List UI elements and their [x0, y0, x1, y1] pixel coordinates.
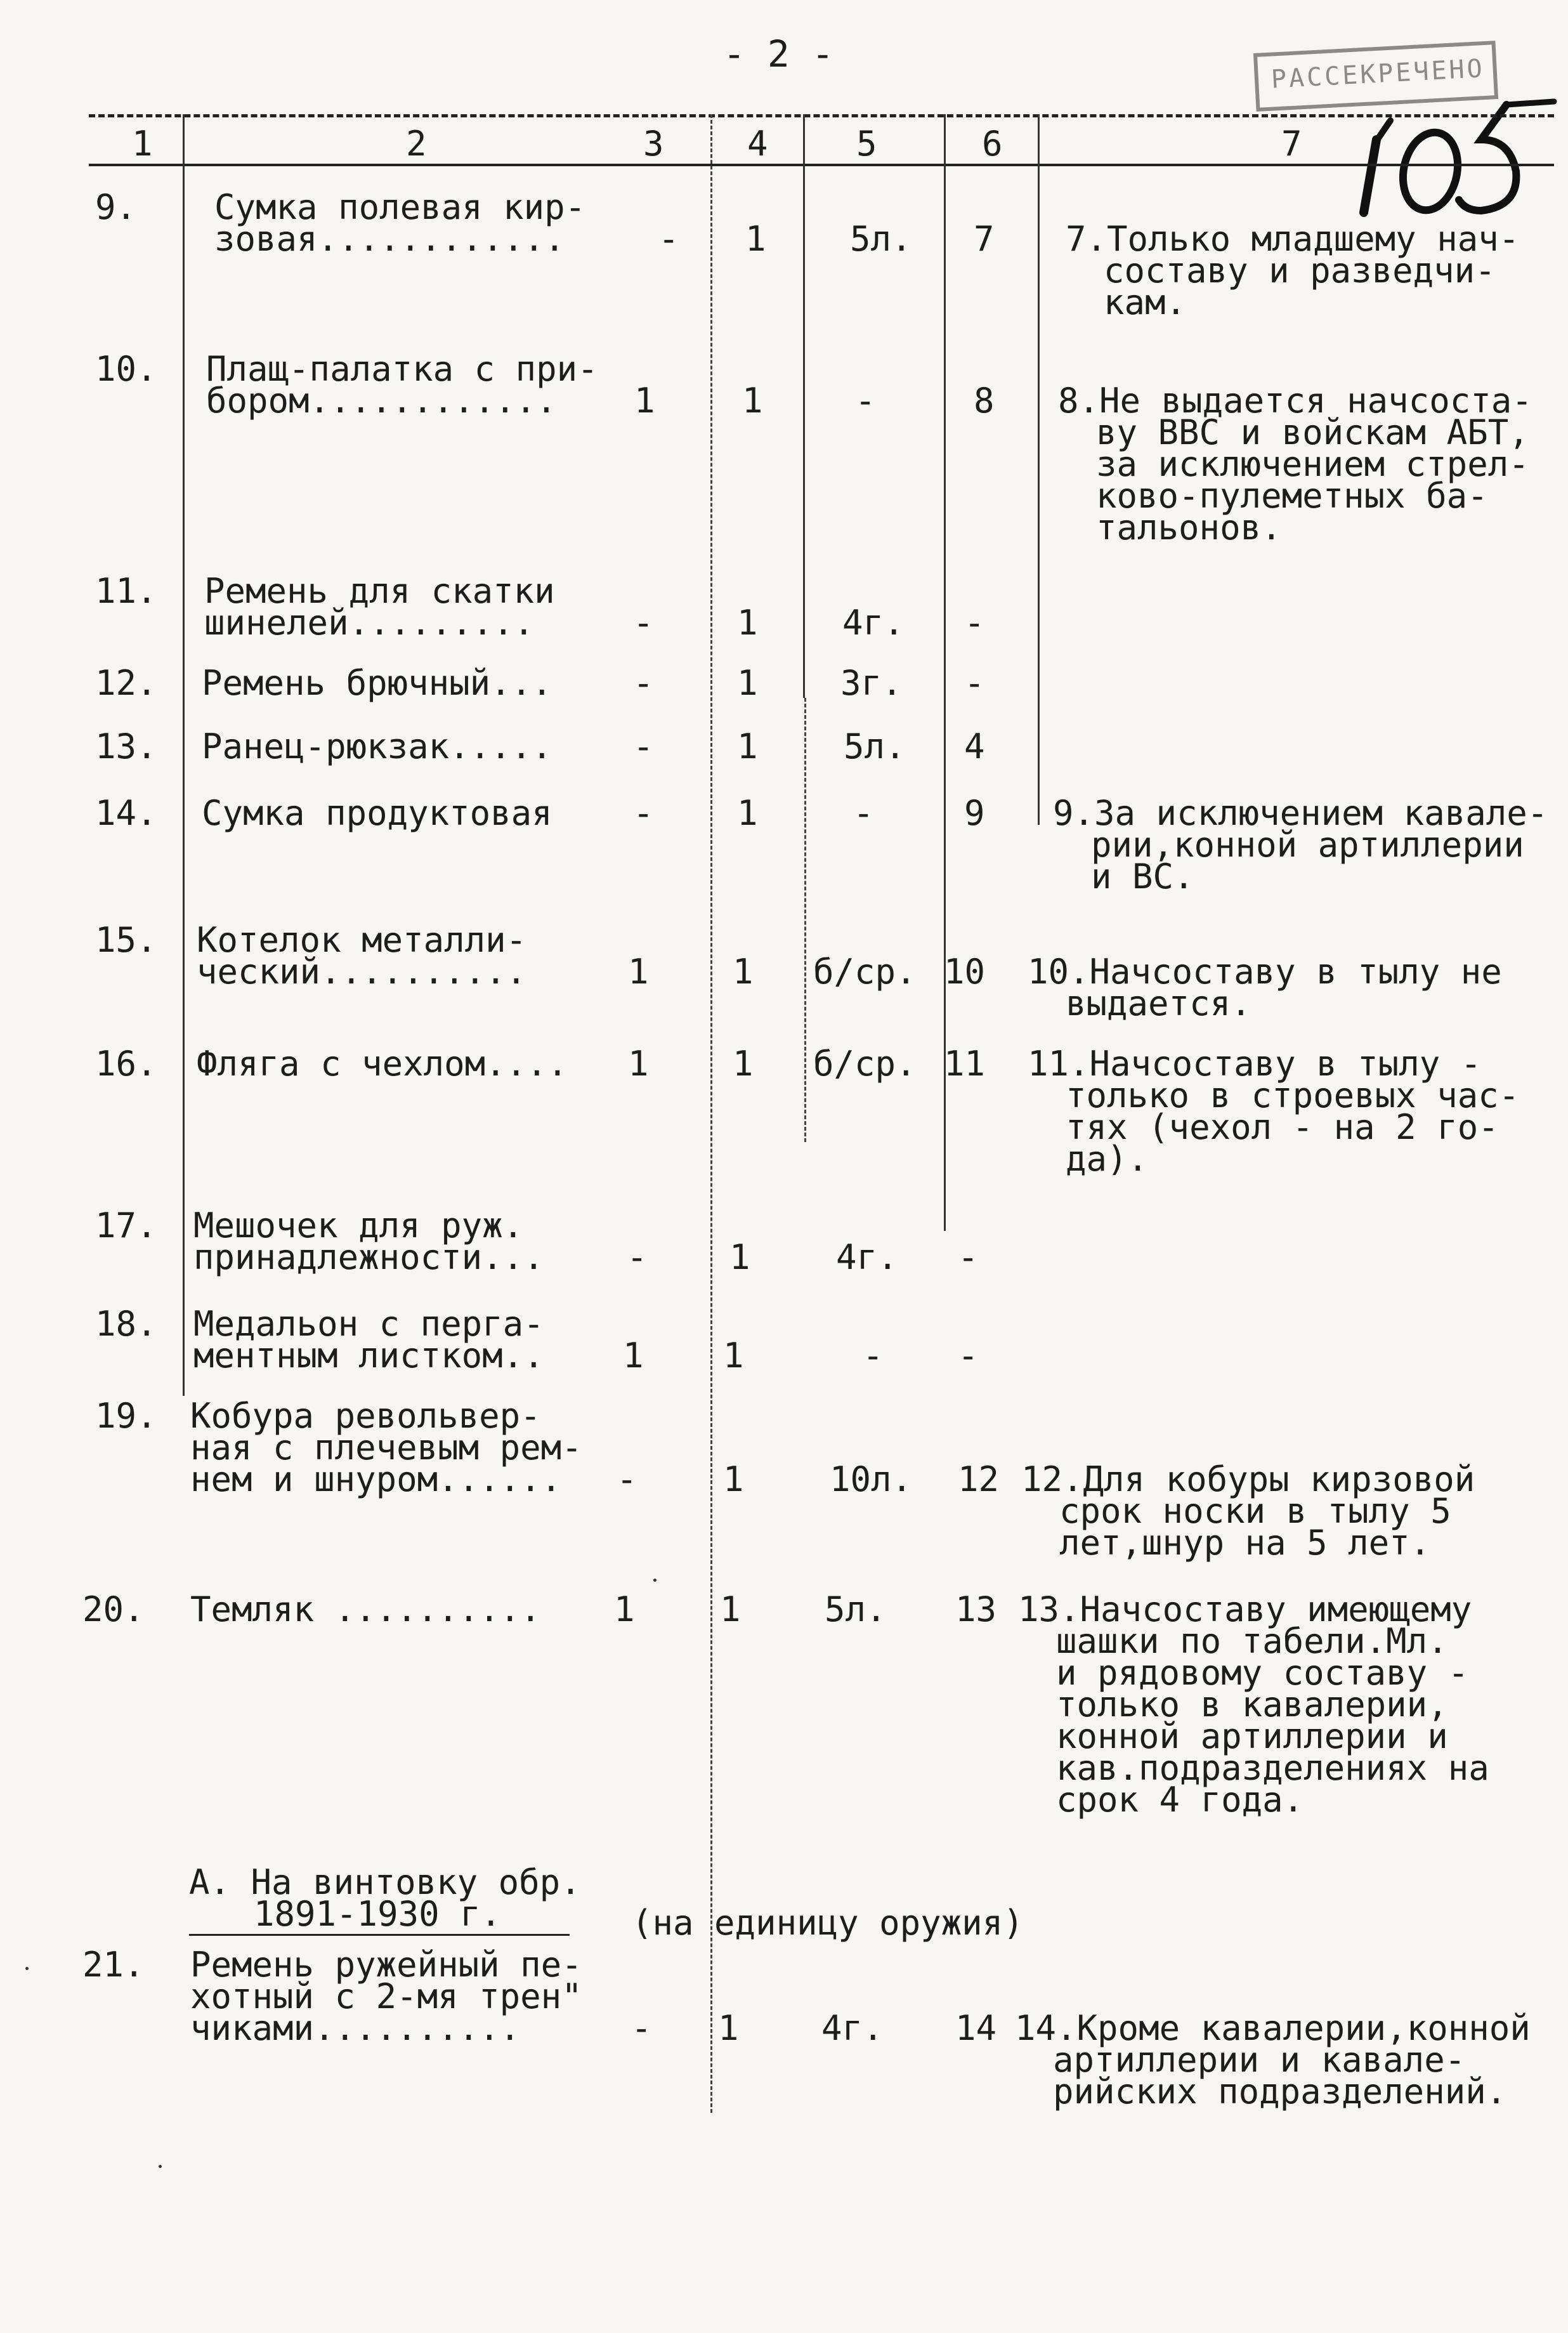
row-quantity-col3: -	[633, 603, 654, 643]
row-note: 11.Начсоставу в тылу -	[1028, 1044, 1482, 1084]
row-quantity-col3: 1	[628, 952, 649, 992]
row-term-col5: 3г.	[840, 663, 903, 703]
row-item-name: нем и шнуром......	[190, 1459, 562, 1499]
row-item-name: бором............	[206, 381, 557, 421]
speck	[159, 2165, 162, 2168]
header-col-5: 5	[856, 124, 877, 164]
row-term-col5: б/ср.	[813, 952, 917, 992]
row-number: 12.	[95, 663, 157, 703]
row-quantity-col3: 1	[614, 1589, 635, 1629]
row-note: и рядовому составу -	[1056, 1653, 1469, 1693]
row-note: рийских подразделений.	[1053, 2072, 1507, 2112]
row-item-name: Ремень брючный...	[202, 663, 552, 703]
row-number: 15.	[95, 920, 157, 960]
column-divider-5	[804, 698, 806, 1142]
row-note: ково-пулеметных ба-	[1096, 476, 1488, 516]
row-quantity-col4: 1	[737, 793, 758, 833]
row-note: кам.	[1104, 282, 1187, 322]
row-item-name: Фляга с чехлом....	[197, 1044, 568, 1084]
header-top-rule	[89, 114, 1554, 117]
row-note: ву ВВС и войскам АБТ,	[1096, 412, 1529, 452]
row-note: кав.подразделениях на	[1056, 1748, 1489, 1788]
row-quantity-col3: 1	[628, 1044, 649, 1084]
row-number: 20.	[82, 1589, 145, 1629]
section-note: (на единицу оружия)	[632, 1903, 1024, 1943]
speck	[25, 1967, 29, 1970]
row-note: артиллерии и кавале-	[1053, 2040, 1466, 2080]
column-divider-1	[183, 114, 185, 1396]
row-note: тальонов.	[1096, 508, 1282, 548]
row-term-col5: -	[855, 381, 876, 421]
row-note-ref-col6: 4	[964, 726, 985, 766]
row-note: 12.Для кобуры кирзовой	[1021, 1459, 1475, 1499]
row-note-ref-col6: -	[964, 603, 985, 643]
header-col-6: 6	[982, 124, 1003, 164]
row-note: рии,конной артиллерии	[1091, 825, 1524, 865]
row-item-name: Ремень ружейный пе-	[190, 1945, 582, 1985]
row-quantity-col3: 1	[623, 1336, 644, 1376]
row-note-ref-col6: -	[958, 1336, 979, 1376]
handwritten-page-mark	[1351, 44, 1560, 222]
header-col-4: 4	[747, 124, 768, 164]
row-quantity-col3: 1	[634, 381, 655, 421]
row-term-col5: 5л.	[825, 1589, 887, 1629]
row-term-col5: 5л.	[850, 219, 912, 259]
header-col-2: 2	[406, 124, 427, 164]
row-term-col5: 4г.	[842, 603, 905, 643]
section-title-line-1: А. На винтовку обр.	[189, 1862, 581, 1902]
row-number: 17.	[95, 1206, 157, 1245]
row-item-name: Ранец-рюкзак.....	[202, 726, 552, 766]
row-note-ref-col6: 10	[944, 952, 986, 992]
row-quantity-col4: 1	[718, 2008, 739, 2048]
row-quantity-col4: 1	[745, 219, 766, 259]
row-quantity-col3: -	[633, 793, 654, 833]
row-quantity-col4: 1	[737, 726, 758, 766]
row-note: 8.Не выдается начсоста-	[1058, 381, 1532, 421]
row-note: 9.За исключением кавале-	[1053, 793, 1548, 833]
row-quantity-col3: -	[627, 1237, 648, 1277]
row-quantity-col4: 1	[723, 1459, 744, 1499]
row-term-col5: б/ср.	[813, 1044, 917, 1084]
row-item-name: хотный с 2-мя трен"	[190, 1976, 582, 2016]
row-item-name: Темляк ..........	[190, 1589, 541, 1629]
row-quantity-col4: 1	[723, 1336, 744, 1376]
column-divider-4	[803, 114, 805, 698]
row-quantity-col4: 1	[737, 663, 758, 703]
row-item-name: Сумка полевая кир-	[214, 187, 586, 227]
row-note: лет,шнур на 5 лет.	[1059, 1523, 1431, 1563]
column-divider-6	[1038, 114, 1040, 825]
row-item-name: Плащ-палатка с при-	[206, 349, 598, 389]
row-quantity-col3: -	[633, 726, 654, 766]
row-note-ref-col6: 11	[944, 1044, 986, 1084]
row-note: и ВС.	[1091, 857, 1194, 897]
row-number: 9.	[95, 187, 137, 227]
row-note: срок 4 года.	[1056, 1780, 1304, 1820]
row-note: шашки по табели.Мл.	[1056, 1621, 1448, 1661]
row-term-col5: 4г.	[821, 2008, 884, 2048]
row-note: конной артиллерии и	[1056, 1716, 1448, 1756]
row-term-col5: 10л.	[830, 1459, 913, 1499]
row-note: да).	[1066, 1139, 1149, 1179]
row-note-ref-col6: 8	[974, 381, 995, 421]
row-item-name: ментным листком..	[193, 1336, 544, 1376]
row-note: тях (чехол - на 2 го-	[1066, 1107, 1499, 1147]
row-item-name: Ремень для скатки	[204, 571, 555, 611]
row-item-name: шинелей.........	[204, 603, 535, 643]
row-note: за исключением стрел-	[1096, 444, 1529, 484]
row-item-name: чиками..........	[190, 2008, 521, 2048]
row-note: 7.Только младшему нач-	[1066, 219, 1520, 259]
row-term-col5: -	[863, 1336, 884, 1376]
row-item-name: ная с плечевым рем-	[190, 1428, 582, 1468]
row-number: 11.	[95, 571, 157, 611]
row-note-ref-col6: 9	[964, 793, 985, 833]
row-note-ref-col6: 7	[974, 219, 995, 259]
page-number: - 2 -	[723, 32, 834, 76]
row-note: 10.Начсоставу в тылу не	[1028, 952, 1502, 992]
row-item-name: Котелок металли-	[197, 920, 527, 960]
row-item-name: Сумка продуктовая	[202, 793, 552, 833]
row-term-col5: 5л.	[844, 726, 906, 766]
section-underline	[189, 1934, 570, 1936]
row-note: только в кавалерии,	[1056, 1685, 1448, 1725]
row-number: 13.	[95, 726, 157, 766]
row-note-ref-col6: 14	[955, 2008, 997, 2048]
row-term-col5: -	[853, 793, 874, 833]
row-note-ref-col6: -	[964, 663, 985, 703]
row-note: 13.Начсоставу имеющему	[1018, 1589, 1472, 1629]
row-item-name: Кобура револьвер-	[190, 1396, 541, 1436]
archive-stamp: РАССЕКРЕЧЕНО	[1253, 41, 1498, 112]
row-quantity-col3: -	[658, 219, 679, 259]
speck	[653, 1579, 657, 1582]
row-quantity-col4: 1	[729, 1237, 750, 1277]
row-quantity-col4: 1	[720, 1589, 741, 1629]
row-item-name: зовая............	[214, 219, 565, 259]
row-quantity-col3: -	[633, 663, 654, 703]
row-note: 14.Кроме кавалерии,конной	[1015, 2008, 1531, 2048]
header-col-1: 1	[132, 124, 153, 164]
header-bottom-rule	[89, 164, 1554, 166]
row-note-ref-col6: 12	[958, 1459, 1000, 1499]
row-item-name: Мешочек для руж.	[193, 1206, 524, 1245]
row-quantity-col3: -	[617, 1459, 637, 1499]
row-note: только в строевых час-	[1066, 1075, 1520, 1115]
row-quantity-col4: 1	[733, 952, 754, 992]
row-number: 21.	[82, 1945, 145, 1985]
row-item-name: ческий..........	[197, 952, 527, 992]
section-title-line-2: 1891-1930 г.	[254, 1894, 502, 1934]
row-number: 14.	[95, 793, 157, 833]
row-item-name: Медальон с перга-	[193, 1304, 544, 1344]
header-col-3: 3	[643, 124, 664, 164]
row-item-name: принадлежности...	[193, 1237, 544, 1277]
row-note-ref-col6: 13	[955, 1589, 997, 1629]
header-col-7: 7	[1281, 124, 1302, 164]
row-note: выдается.	[1066, 983, 1251, 1023]
row-quantity-col3: -	[631, 2008, 652, 2048]
row-quantity-col4: 1	[742, 381, 763, 421]
row-note: составу и разведчи-	[1104, 251, 1496, 291]
row-quantity-col4: 1	[733, 1044, 754, 1084]
row-note: срок носки в тылу 5	[1059, 1491, 1451, 1531]
column-divider-3	[710, 114, 712, 2113]
row-term-col5: 4г.	[836, 1237, 898, 1277]
row-number: 19.	[95, 1396, 157, 1436]
row-number: 16.	[95, 1044, 157, 1084]
row-number: 10.	[95, 349, 157, 389]
row-number: 18.	[95, 1304, 157, 1344]
row-note-ref-col6: -	[958, 1237, 979, 1277]
row-quantity-col4: 1	[737, 603, 758, 643]
